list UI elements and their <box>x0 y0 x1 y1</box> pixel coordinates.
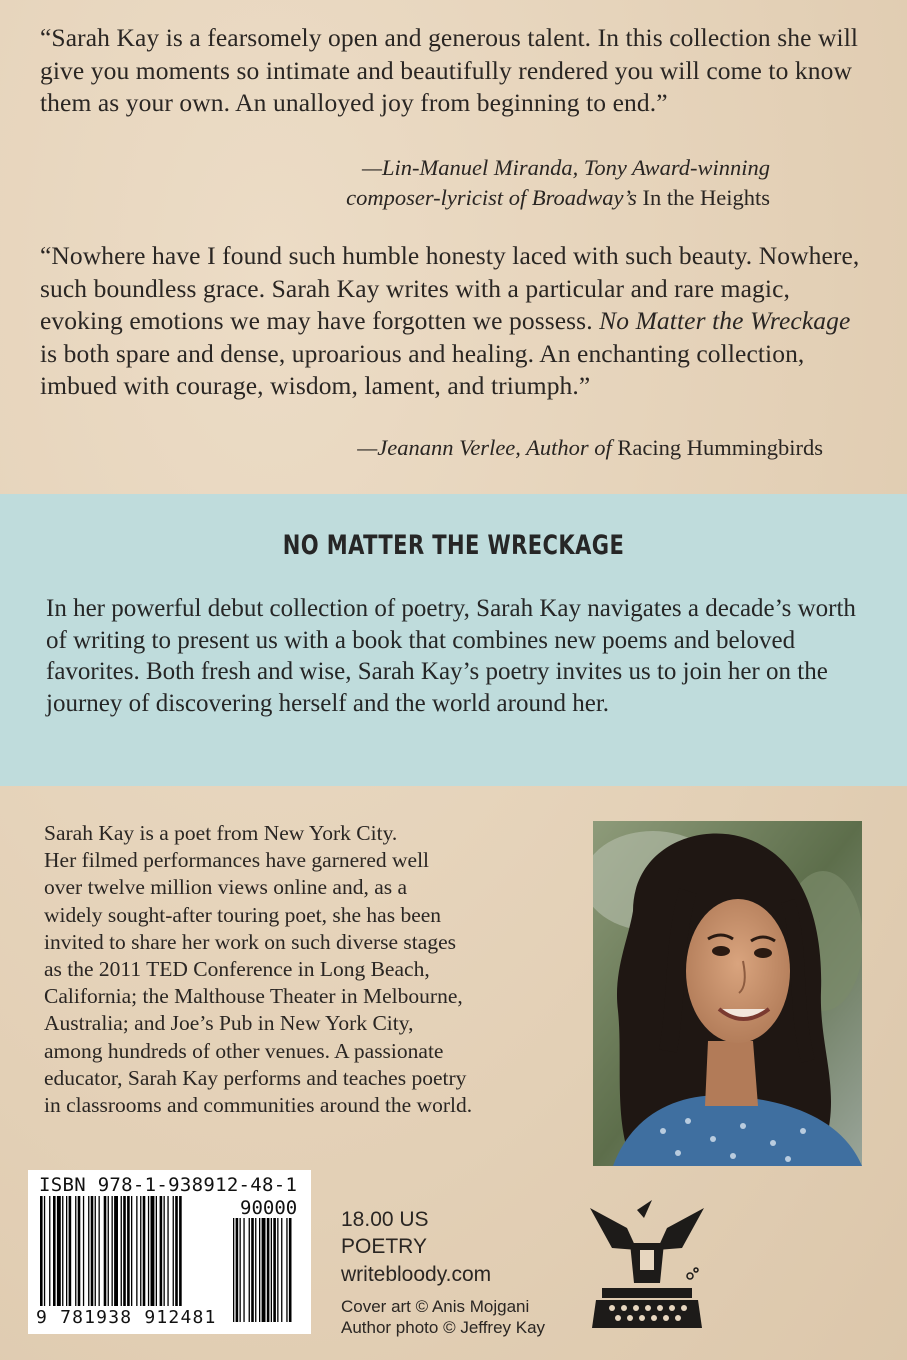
quote-book-title: No Matter the Wreckage <box>599 306 851 335</box>
attribution-line: —Lin-Manuel Miranda, Tony Award-winning <box>362 155 770 180</box>
barcode-bar <box>95 1196 96 1306</box>
barcode-bar <box>49 1196 50 1306</box>
barcode-bar <box>57 1196 61 1306</box>
barcode-bar <box>286 1218 287 1322</box>
barcode-bar <box>66 1196 67 1306</box>
barcode-bar <box>108 1196 109 1306</box>
barcode-bar <box>175 1196 178 1306</box>
barcode-bar <box>173 1196 174 1306</box>
barcode-bar <box>249 1218 250 1322</box>
publisher-website: writebloody.com <box>341 1263 492 1286</box>
barcode-bar <box>44 1196 45 1306</box>
barcode-bar <box>123 1196 126 1306</box>
bio-line: invited to share her work on such diverse stages <box>44 929 456 954</box>
bio-line: widely sought-after touring poet, she has been <box>44 902 442 927</box>
barcode-digits: 9 781938 912481 <box>36 1307 217 1328</box>
barcode-bar <box>99 1196 100 1306</box>
quote-attribution-verlee <box>357 433 823 463</box>
bio-line: among hundreds of other venues. A passionate <box>44 1038 444 1063</box>
barcode-bar <box>40 1196 43 1306</box>
barcode-bar <box>251 1218 254 1322</box>
isbn-label: ISBN 978-1-938912-48-1 <box>39 1174 298 1196</box>
barcode-bar <box>83 1196 84 1306</box>
barcode-bar <box>69 1196 72 1306</box>
barcode-bar <box>131 1196 132 1306</box>
barcode-bar <box>75 1196 76 1306</box>
barcode-bar <box>240 1218 241 1322</box>
category: POETRY <box>341 1235 427 1258</box>
barcode-bar <box>91 1196 94 1306</box>
bio-line: Australia; and Joe’s Pub in New York City, <box>44 1011 414 1036</box>
quote-attribution-miranda <box>346 153 770 213</box>
barcode-bar <box>78 1196 81 1306</box>
barcode-bar <box>151 1196 155 1306</box>
barcode-bar <box>289 1218 292 1322</box>
barcode-bar <box>267 1218 270 1322</box>
barcode-bar <box>62 1196 63 1306</box>
bio-line: Sarah Kay is a poet from New York City. <box>44 821 398 845</box>
barcode-bar <box>259 1218 260 1322</box>
attribution-role: composer-lyricist of Broadway’s <box>346 185 637 210</box>
author-photo <box>593 821 862 1166</box>
barcode-bar <box>281 1218 282 1322</box>
price: 18.00 US <box>341 1208 429 1231</box>
attribution-work-title: Racing Hummingbirds <box>611 435 823 460</box>
barcode-bar <box>114 1196 118 1306</box>
book-title: NO MATTER THE WRECKAGE <box>282 530 625 561</box>
quote-miranda <box>40 22 870 120</box>
attribution-line: —Jeanann Verlee, Author of <box>357 435 612 460</box>
quote-text: “Nowhere have I found such humble honesty laced with such beauty. Nowhere, such boundless grace. Sarah Kay writes with a particular and rare magic, evoking emotions we may have forgotten we possess. <box>40 241 860 335</box>
barcode-bar <box>53 1196 56 1306</box>
barcode-bar <box>236 1218 239 1322</box>
barcode-bar <box>167 1196 168 1306</box>
barcode-bar <box>164 1196 165 1306</box>
barcode-bar <box>140 1196 141 1306</box>
barcode-bar <box>233 1218 234 1322</box>
book-description: In her powerful debut collection of poetry, Sarah Kay navigates a decade’s worth of writing to present us with a book that combines new poems and beloved favorites. Both fresh and wise, Sarah Kay’s poetry invites us to join her on the journey of discovering herself and the world around her. <box>46 595 856 717</box>
bio-line: California; the Malthouse Theater in Melbourne, <box>44 984 463 1009</box>
barcode-bar <box>156 1196 157 1306</box>
bio-line: Her filmed performances have garnered well <box>44 848 430 873</box>
bio-line: educator, Sarah Kay performs and teaches poetry <box>44 1065 467 1090</box>
cover-credit: Cover art © Anis Mojgani <box>341 1297 530 1316</box>
barcode-bar <box>179 1196 182 1306</box>
barcode-bar <box>262 1218 266 1322</box>
bio-line: over twelve million views online and, as a <box>44 875 408 900</box>
barcode-price-code: 90000 <box>240 1197 298 1219</box>
publisher-logo-icon <box>582 1188 712 1338</box>
attribution-work-title: In the Heights <box>636 185 770 210</box>
barcode-bar <box>243 1218 244 1322</box>
quote-text: “Sarah Kay is a fearsomely open and generous talent. In this collection she will give you moments so intimate and beautifully rendered you will come to know them as your own. An unalloyed joy from beginning to end.” <box>40 23 859 117</box>
barcode-bar <box>88 1196 89 1306</box>
barcode-bar <box>121 1196 122 1306</box>
barcode-bar <box>136 1196 137 1306</box>
bio-line: as the 2011 TED Conference in Long Beach, <box>44 957 430 982</box>
barcode-bar <box>277 1218 278 1322</box>
barcode-bar <box>104 1196 107 1306</box>
barcode-bar <box>160 1196 163 1306</box>
photo-credit: Author photo © Jeffrey Kay <box>341 1318 546 1337</box>
barcode-bar <box>148 1196 149 1306</box>
barcode-bar <box>143 1196 146 1306</box>
barcode-bar <box>127 1196 130 1306</box>
bio-line: in classrooms and communities around the world. <box>44 1093 473 1118</box>
author-bio <box>44 820 584 1119</box>
barcode-bar <box>112 1196 113 1306</box>
quote-text-end: is both spare and dense, uproarious and healing. An enchanting collection, imbued with courage, wisdom, lament, and triumph.” <box>40 338 805 400</box>
quote-verlee <box>40 240 870 403</box>
barcode-bar <box>271 1218 272 1322</box>
barcode-bar <box>273 1218 276 1322</box>
barcode-bar <box>255 1218 256 1322</box>
